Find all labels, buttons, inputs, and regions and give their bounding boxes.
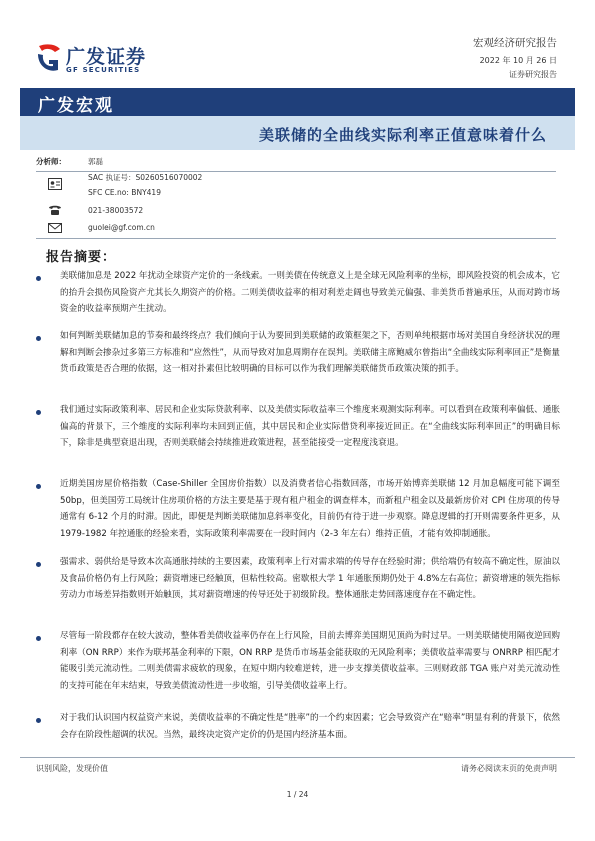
bullet-text: 近期美国房屋价格指数（Case-Shiller 全国房价指数）以及消费者信心指数回落，市场开始博弈美联储 12 月加息幅度可能下调至 50bp，但美国劳工局统计住房项价格的方法主要是基于现有租户租金的调查样本，而新租户租金以及最新房价对 CPI 住房项的传导通常有 6-12 个月的时滞。因此，即便是判断美联储加息斜率变化，目前仍有待于进一步观察。降息逻辑的打开则需要条件更多，从 1979-1982 年控通胀的经验来看，实际政策利率需要在一段时间内（2-3 年左右）维持正值，才能有效抑制通胀。 <box>60 479 560 539</box>
company-logo <box>36 42 161 78</box>
logo-english-name: GF SECURITIES <box>66 66 141 74</box>
report-title: 美联储的全曲线实际利率正值意味着什么 <box>258 126 547 144</box>
sac-number: SAC 执证号：S0260516070002 <box>88 173 203 182</box>
email-address[interactable]: guolei@gf.com.cn <box>88 223 155 232</box>
report-subtype: 证券研究报告 <box>509 70 557 79</box>
footer-disclaimer: 请务必阅读末页的免责声明 <box>461 764 557 773</box>
bullet-dot-icon <box>36 484 41 489</box>
phone-number: 021-38003572 <box>88 206 144 215</box>
bullet-dot-icon <box>36 718 41 723</box>
phone-icon <box>48 204 62 216</box>
envelope-icon <box>48 222 62 234</box>
divider <box>36 171 556 172</box>
gf-logo-mark-icon <box>36 42 62 74</box>
bullet-text: 对于我们认识国内权益资产来说，美债收益率的不确定性是“胜率”的一个约束因素；它会导致资产在“赔率”明显有利的背景下，依然会存在阶段性超调的状况。当然，最终决定资产定价的仍是国内经济基本面。 <box>60 713 560 740</box>
analyst-name: 郭磊 <box>88 157 103 166</box>
bullet-dot-icon <box>36 276 41 281</box>
bullet-dot-icon <box>36 636 41 641</box>
bullet-text: 我们通过实际政策利率、居民和企业实际贷款利率、以及美债实际收益率三个维度来观测实际利率。可以看到在政策利率偏低、通胀偏高的背景下，三个维度的实际利率均未回到正值，其中居民和企业实际借贷利率接近回正。在“全曲线实际利率回正”的明确目标下，除非是典型衰退出现，否则美联储会持续推进政策进程，甚至能接受一定程度浅衰退。 <box>60 405 560 449</box>
bullet-text: 如何判断美联储加息的节奏和最终终点？我们倾向于认为要回到美联储的政策框架之下，否则单纯根据市场对美国自身经济状况的理解和判断会掺杂过多第三方标准和“应然性”，从而导致对加息周期存在误判。美联储主席鲍威尔曾指出“全曲线实际利率回正”是衡量货币政策是否合理的依据，这一相对扑素但比较明确的目标可以作为我们理解美联储货币政策决策的抓手。 <box>60 331 560 375</box>
bullet-text: 美联储加息是 2022 年扰动全球资产定价的一条线索。一则美债在传统意义上是全球无风险利率的坐标，即风险投资的机会成本，它的抬升会损伤风险资产尤其长久期资产的价格。二则美债收益率的相对利差走阔也导致美元偏强、非美货币普遍承压，从而对跨市场资金的收益率预期产生扰动。 <box>60 271 560 315</box>
section-title: 广发宏观 <box>38 96 114 116</box>
bullet-text: 强需求、弱供给是导致本次高通胀持续的主要因素，政策利率上行对需求端的传导存在经验时滞；供给端仍有较高不确定性，原油以及食品价格仍有上行风险；薪资增速已经触顶，但粘性较高。密歇根大学 1 年通胀预期仍处于 4.8%左右高位；薪资增速的领先指标劳动力市场差异指数则开始触顶，其对薪资增速的传导还处于初级阶段。整体通胀走势回落速度存在不确定性。 <box>60 557 560 601</box>
title-band <box>20 116 575 150</box>
bullet-dot-icon <box>36 410 41 415</box>
bullet-dot-icon <box>36 562 41 567</box>
footer-divider <box>20 757 575 758</box>
footer-slogan: 识别风险，发现价值 <box>36 764 108 773</box>
section-banner <box>20 88 575 116</box>
analyst-label: 分析师： <box>36 157 66 166</box>
divider <box>36 238 556 239</box>
summary-heading: 报告摘要： <box>46 250 117 265</box>
logo-chinese-name: 广发证券 <box>66 46 147 68</box>
bullet-dot-icon <box>36 336 41 341</box>
report-date: 2022 年 10 月 26 日 <box>479 56 557 65</box>
certificate-icon <box>48 178 62 190</box>
bullet-text: 尽管每一阶段都存在较大波动，整体看美债收益率仍存在上行风险，目前去博弈美国期见顶尚为时过早。一则美联储使用隔夜逆回购利率（ON RRP）来作为联邦基金利率的下限，ON RRP 是货币市场基金能获取的无风险利率；美债收益率需要与 ONRRP 相匹配才能吸引美元流动性。二则美债需求疲软的现象，在短中期内较难逆转，进一步支撑美债收益率。三则财政部 TGA 账户对美元流动性的支持可能在年末结束，导致美债流动性进一步收缩，引导美债收益率上行。 <box>60 631 560 691</box>
analyst-row <box>36 156 103 167</box>
page-number: 1 / 24 <box>286 790 309 799</box>
report-type: 宏观经济研究报告 <box>473 37 557 49</box>
sfc-number: SFC CE.no: BNY419 <box>88 188 161 197</box>
